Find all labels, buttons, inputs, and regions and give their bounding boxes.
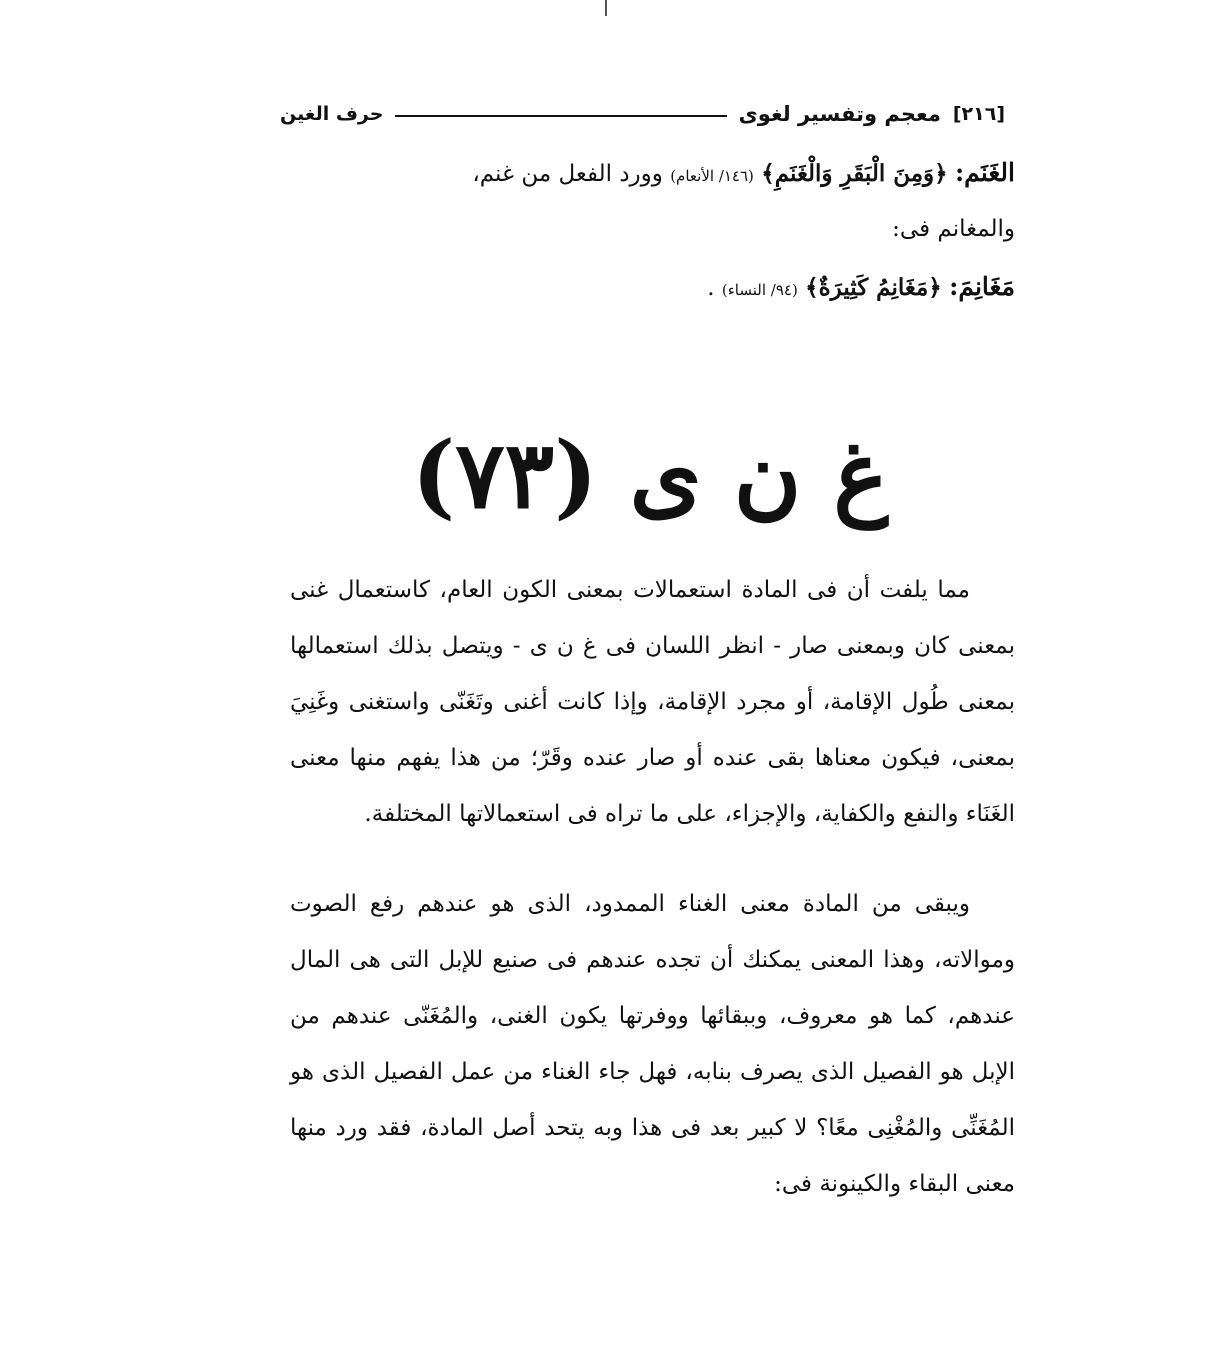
entry-continuation: والمغانم فى: xyxy=(892,216,1015,242)
book-title: معجم وتفسير لغوى xyxy=(738,102,941,126)
quran-quote: ﴿مَغَانِمُ كَثِيرَةٌ﴾ xyxy=(805,274,942,301)
entry-tail: . xyxy=(707,275,715,301)
entry-term: مَغَانِمَ: xyxy=(949,272,1015,301)
page-number: [٢١٦] xyxy=(952,103,1005,125)
verse-reference: (٩٤/ النساء) xyxy=(721,281,798,299)
entry-ghanam xyxy=(290,158,1015,189)
entry-term: الغَنَم: xyxy=(954,158,1015,187)
paragraph-1 xyxy=(290,562,1015,842)
paragraph-text: مما يلفت أن فى المادة استعمالات بمعنى الكون العام، كاستعمال غنى بمعنى كان وبمعنى صار - انظر اللسان فى غ ن ى - ويتصل بذلك استعمالها بمعنى طُول الإقامة، أو مجرد الإقامة، وإذا كانت أغنى وتَغَنّى واستغنى وغَنِيَ بمعنى، فيكون معناها بقى عنده أو صار عنده وقَرّ؛ من هذا يفهم منها معنى الغَنَاء والنفع والكفاية، والإجزاء، على ما تراه فى استعمالاتها المختلفة. xyxy=(290,577,1015,827)
section-title: حرف الغين xyxy=(280,103,384,125)
entry-tail: وورد الفعل من غنم، xyxy=(472,161,663,187)
verse-reference: (١٤٦/ الأنعام) xyxy=(670,167,754,185)
root-heading: غ ن ى (٧٣) xyxy=(411,421,889,529)
entry-maghanim xyxy=(290,272,1015,303)
paragraph-2 xyxy=(290,876,1015,1212)
binding-mark xyxy=(605,0,607,16)
quran-quote: ﴿وَمِنَ الْبَقَرِ وَالْغَنَمِ﴾ xyxy=(761,160,948,187)
running-header xyxy=(280,96,1005,132)
paragraph-text: ويبقى من المادة معنى الغناء الممدود، الذى هو عندهم رفع الصوت وموالاته، وهذا المعنى يمكنك أن تجده عندهم فى صنيع للإبل التى هى المال عندهم، كما هو معروف، وببقائها ووفرتها يكون الغنى، والمُغَنّى عندهم من الإبل هو الفصيل الذى يصرف بنابه، فهل جاء الغناء من عمل الفصيل الذى هو المُغَنِّى والمُغْنِى معًا؟ لا كبير بعد فى هذا وبه يتحد أصل المادة، فقد ورد منها معنى البقاء والكينونة فى: xyxy=(290,891,1015,1197)
header-rule xyxy=(395,115,726,117)
